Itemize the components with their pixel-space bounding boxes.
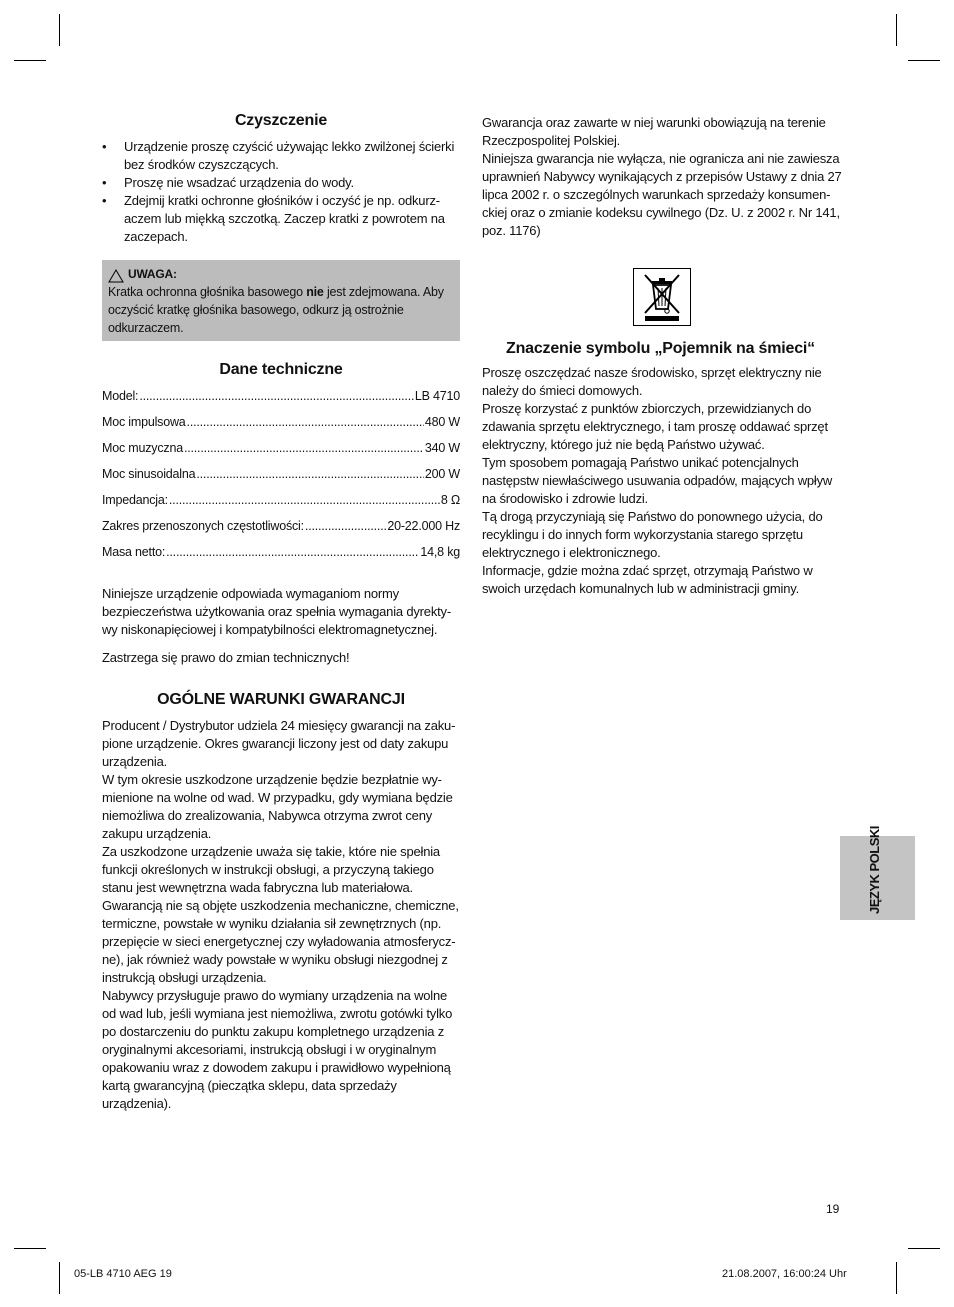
spec-row: Impedancja: ..... 8 Ω xyxy=(102,491,460,517)
cleaning-heading: Czyszczenie xyxy=(234,112,328,129)
spec-row: Masa netto: ..... 14,8 kg xyxy=(102,543,460,569)
list-item: • Proszę nie wsadzać urządzenia do wody. xyxy=(102,174,460,192)
warranty-paragraph: Za uszkodzone urządzenie uważa się takie, które nie spełnia funkcji określonych w instrukcji obsługi, a przyczyną takiego stanu jest wewnętrzna wada fabryczna lub materiałowa. Gwarancją nie są objęte uszkodzenia mechaniczne, chemiczne, termiczne, powstałe w wyniku działania sił zewnętrznych (np. przepięcie w sieci energetycznej czy wyładowania atmosferycz-ne), jak również wady powstałe w wyniku obsługi niezgodnej z instrukcją obsługi urządzenia. xyxy=(102,844,459,985)
list-item: • Urządzenie proszę czyścić używając lekko zwilżonej ścierki bez środków czyszczących. xyxy=(102,138,460,174)
warning-triangle-icon xyxy=(108,269,124,283)
warranty-paragraph: Nabywcy przysługuje prawo do wymiany urządzenia na wolne od wad lub, jeśli wymiana jest niemożliwa, zwrotu gotówki tylko po dostarczeniu do punktu zakupu kompletnego urządzenia z oryginalnymi akcesoriami, instrukcją obsługi i w oryginalnym opakowaniu wraz z dowodem zakupu i prawidłowo wypełnioną kartą gwarancyjną (pieczątka sklepu, data sprzedaży urządzenia). xyxy=(102,988,453,1111)
spec-row: Moc sinusoidalna ..... 200 W xyxy=(102,465,460,491)
warning-text: Kratka ochronna głośnika basowego nie jest zdejmowana. Aby oczyścić kratkę głośnika basowego, odkurz ją ostrożnie odkurzaczem. xyxy=(108,285,444,335)
warning-header xyxy=(108,265,454,283)
technical-changes-note: Zastrzega się prawo do zmian technicznych! xyxy=(102,650,350,665)
crop-mark xyxy=(908,1248,940,1249)
crop-mark xyxy=(59,14,60,46)
waste-paragraph: Proszę oszczędzać nasze środowisko, sprzęt elektryczny nie należy do śmieci domowych. xyxy=(482,365,822,398)
page-number: 19 xyxy=(826,1202,840,1216)
cleaning-list xyxy=(102,138,460,246)
crop-mark xyxy=(908,60,940,61)
warning-box xyxy=(102,260,460,341)
warranty-heading: OGÓLNE WARUNKI GWARANCJI xyxy=(157,691,405,708)
footer-timestamp: 21.08.2007, 16:00:24 Uhr xyxy=(722,1268,847,1280)
crop-mark xyxy=(59,1262,60,1294)
footer-file-info: 05-LB 4710 AEG 19 xyxy=(74,1268,172,1280)
language-side-tab xyxy=(840,826,915,920)
crop-mark xyxy=(14,1248,46,1249)
crop-mark xyxy=(896,14,897,46)
warranty-territory-text: Gwarancja oraz zawarte w niej warunki obowiązują na terenie Rzeczpospolitej Polskiej. xyxy=(482,115,826,148)
crop-mark xyxy=(896,1262,897,1294)
left-column xyxy=(102,112,460,1113)
waste-paragraph: Proszę korzystać z punktów zbiorczych, przewidzianych do zdawania sprzętu elektrycznego, i tam proszę oddawać sprzęt elektryczny, którego już nie będą Państwo używać. xyxy=(482,401,828,452)
spec-row: Zakres przenoszonych częstotliwości: ..... 20-22.000 Hz xyxy=(102,517,460,543)
spec-row: Model: ..... LB 4710 xyxy=(102,387,460,413)
crop-mark xyxy=(14,60,46,61)
warranty-paragraph: W tym okresie uszkodzone urządzenie będzie bezpłatnie wy-mienione na wolne od wad. W przypadku, gdy wymiana będzie niemożliwa do zrealizowania, Nabywca otrzyma zwrot ceny zakupu urządzenia. xyxy=(102,772,453,841)
warranty-rights-text: Niniejsza gwarancja nie wyłącza, nie ogranicza ani nie zawiesza uprawnień Nabywcy wynikających z przepisów Ustawy z dnia 27 lipca 2002 r. o szczególnych warunkach sprzedaży konsumen-ckiej oraz o zmianie kodeksu cywilnego (Dz. U. z 2002 r. Nr 141, poz. 1176) xyxy=(482,151,842,238)
warning-label: UWAGA: xyxy=(128,267,177,281)
specs-heading: Dane techniczne xyxy=(219,361,343,378)
waste-paragraph: Informacje, gdzie można zdać sprzęt, otrzymają Państwo w swoich urzędach komunalnych lub w administracji gminy. xyxy=(482,563,813,596)
waste-paragraph: Tą drogą przyczyniają się Państwo do ponownego użycia, do recyklingu i do innych form wykorzystania starego sprzętu elektrycznego i elektronicznego. xyxy=(482,509,823,560)
right-column xyxy=(482,114,842,598)
list-item: • Zdejmij kratki ochronne głośników i oczyść je np. odkurz-aczem lub miękką szczotką. Zaczep kratki z powrotem na zaczepach. xyxy=(102,192,460,246)
compliance-text: Niniejsze urządzenie odpowiada wymaganiom normy bezpieczeństwa użytkowania oraz spełnia wymagania dyrekty-wy niskonapięciowej i kompatybilności elektromagnetycznej. xyxy=(102,586,451,637)
spec-table xyxy=(102,387,460,569)
crossed-out-bin-icon xyxy=(634,269,690,325)
waste-symbol-heading: Znaczenie symbolu „Pojemnik na śmieci“ xyxy=(506,340,815,357)
spec-row: Moc impulsowa ..... 480 W xyxy=(102,413,460,439)
waste-paragraph: Tym sposobem pomagają Państwo unikać potencjalnych następstw niewłaściwego usuwania odpadów, mających wpływ na środowisko i zdrowie ludzi. xyxy=(482,455,833,506)
language-label: JĘZYK POLSKI xyxy=(867,826,882,914)
spec-row: Moc muzyczna ..... 340 W xyxy=(102,439,460,465)
waste-bin-symbol xyxy=(482,268,842,326)
warranty-paragraph: Producent / Dystrybutor udziela 24 miesięcy gwarancji na zaku-pione urządzenie. Okres gwarancji liczony jest od daty zakupu urządzenia. xyxy=(102,718,456,769)
